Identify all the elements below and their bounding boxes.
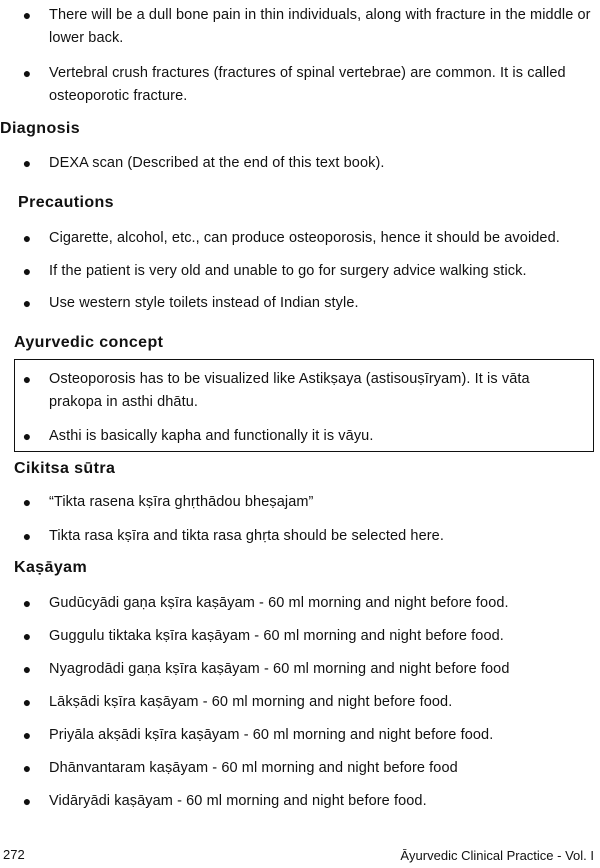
list-item [20,425,586,448]
bullet-icon: ● [22,760,32,776]
bullet-icon: ● [22,155,32,171]
list-item [20,625,594,648]
page-number: 272 [3,847,25,862]
list-item-text: Vidāryādi kaṣāyam - 60 ml morning and night before food. [49,793,427,809]
bullet-icon: ● [22,793,32,809]
bullet-icon: ● [22,371,32,387]
section-heading-kashayam: Kaṣāyam [14,559,88,576]
list-item-text: Osteoporosis has to be visualized like Astikṣaya (astisouṣīryam). It is vāta prakopa in asthi dhātu. [49,371,530,410]
section-heading-diagnosis: Diagnosis [0,120,81,137]
list-item [20,152,594,175]
list-item-text: Tikta rasa kṣīra and tikta rasa ghṛta should be selected here. [49,528,444,544]
list-item-text: Priyāla akṣādi kṣīra kaṣāyam - 60 ml morning and night before food. [49,727,494,743]
list-item [20,757,594,780]
bullet-icon: ● [22,263,32,279]
bullet-icon: ● [22,528,32,544]
list-item [20,592,594,615]
list-item-text: “Tikta rasena kṣīra ghṛthādou bheṣajam” [49,494,314,510]
section-heading-ayurvedic-concept: Ayurvedic concept [14,334,164,351]
list-item-text: Cigarette, alcohol, etc., can produce osteoporosis, hence it should be avoided. [49,230,560,246]
list-item [20,292,594,315]
bullet-icon: ● [22,230,32,246]
list-item [20,491,594,514]
bullet-icon: ● [22,694,32,710]
list-item [20,260,594,283]
bullet-icon: ● [22,428,32,444]
list-item [20,724,594,747]
list-item-text: There will be a dull bone pain in thin individuals, along with fracture in the middle or lower back. [49,7,591,46]
bullet-icon: ● [22,494,32,510]
bullet-icon: ● [22,65,32,81]
bullet-icon: ● [22,727,32,743]
list-item [20,4,594,50]
list-item-text: Use western style toilets instead of Indian style. [49,295,359,311]
list-item-text: DEXA scan (Described at the end of this text book). [49,155,385,171]
list-item-text: Lākṣādi kṣīra kaṣāyam - 60 ml morning and night before food. [49,694,453,710]
list-item-text: Gudūcyādi gaṇa kṣīra kaṣāyam - 60 ml morning and night before food. [49,595,509,611]
list-item [20,790,594,813]
bullet-icon: ● [22,295,32,311]
list-item-text: Asthi is basically kapha and functionally it is vāyu. [49,428,374,444]
list-item-text: Vertebral crush fractures (fractures of spinal vertebrae) are common. It is called osteoporotic fracture. [49,65,566,104]
bullet-icon: ● [22,7,32,23]
bullet-icon: ● [22,628,32,644]
section-heading-precautions: Precautions [18,194,114,211]
list-item [20,658,594,681]
list-item [20,62,594,108]
list-item [20,368,586,414]
list-item [20,227,594,250]
section-heading-cikitsa-sutra: Cikitsa sūtra [14,460,116,477]
list-item-text: Dhānvantaram kaṣāyam - 60 ml morning and night before food [49,760,458,776]
list-item-text: If the patient is very old and unable to go for surgery advice walking stick. [49,263,527,279]
bullet-icon: ● [22,595,32,611]
list-item-text: Guggulu tiktaka kṣīra kaṣāyam - 60 ml morning and night before food. [49,628,504,644]
list-item [20,691,594,714]
running-footer-title: Āyurvedic Clinical Practice - Vol. I [400,848,594,863]
list-item [20,525,594,548]
list-item-text: Nyagrodādi gaṇa kṣīra kaṣāyam - 60 ml morning and night before food [49,661,510,677]
bullet-icon: ● [22,661,32,677]
